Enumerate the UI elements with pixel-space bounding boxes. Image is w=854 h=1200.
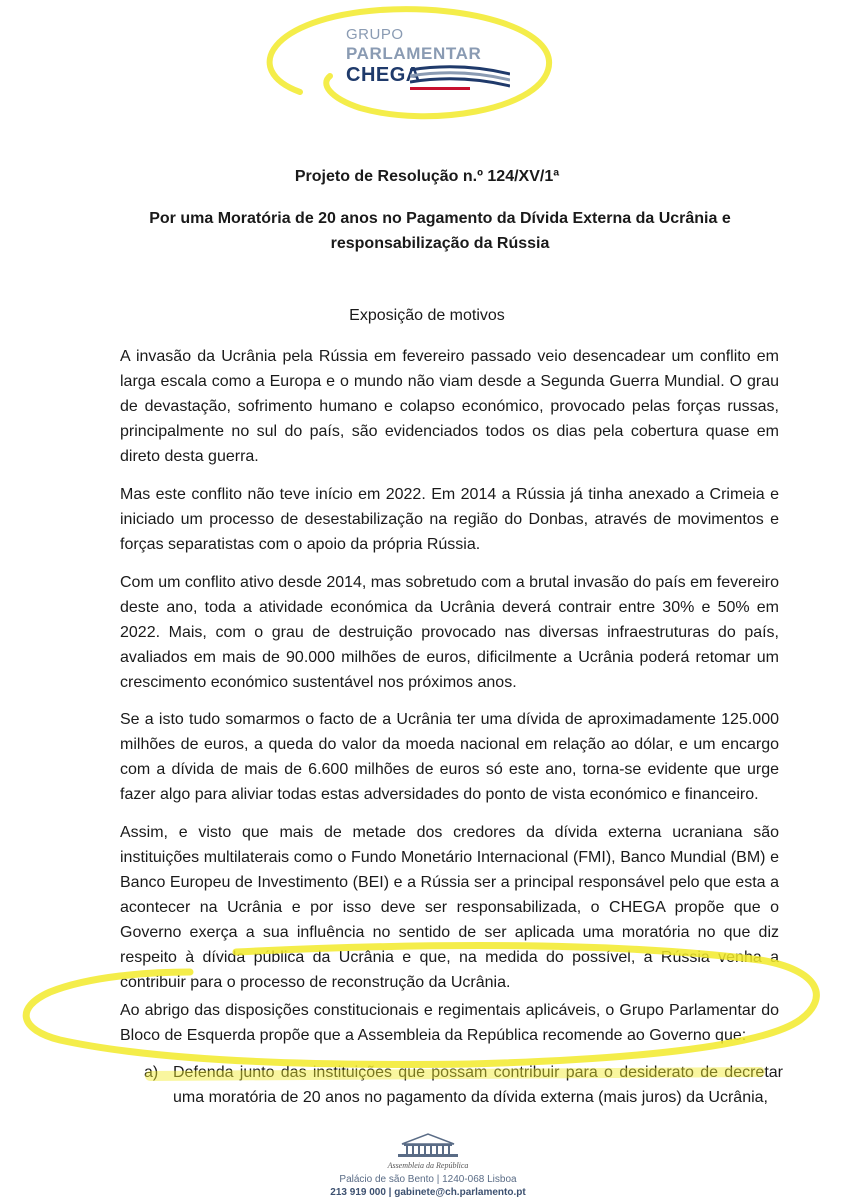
parliament-building-icon (394, 1132, 462, 1160)
paragraph-6: Ao abrigo das disposições constitucionais e regimentais aplicáveis, o Grupo Parlamentar do Bloco de Esquerda propõe que a Assembleia da República recomende ao Governo que: (120, 1002, 779, 1044)
paragraph-2: Mas este conflito não teve início em 2022. Em 2014 a Rússia já tinha anexado a Crimeia e iniciado um processo de desestabilização na região do Donbas, através de movimentos e forças separatistas com o apoio da própria Rússia. (120, 486, 779, 553)
logo-line-parlamentar: PARLAMENTAR (346, 44, 482, 63)
logo-line-chega: CHEGA (346, 64, 421, 86)
list-item-text: Defenda junto das instituições que possam contribuir para o desiderato de decretar uma moratória de 20 anos no pagamento da dívida externa (mais juros) da Ucrânia, (173, 1064, 783, 1106)
paragraph-4: Se a isto tudo somarmos o facto de a Ucrânia ter uma dívida de aproximadamente 125.000 milhões de euros, a queda do valor da moeda nacional em relação ao dólar, e um encargo com a dívida de mais de 6.600 milhões de euros só este ano, torna-se evidente que urge fazer algo para aliviar todas estas adversidades do ponto de vista económico e financeiro. (120, 711, 779, 803)
section-heading: Exposição de motivos (349, 307, 505, 324)
document-number: Projeto de Resolução n.º 124/XV/1ª (294, 168, 560, 185)
footer-contact: 213 919 000 | gabinete@ch.parlamento.pt (330, 1187, 526, 1198)
logo-line-grupo: GRUPO (346, 26, 404, 43)
footer (300, 1128, 556, 1200)
party-logo (344, 20, 514, 100)
document-title: Por uma Moratória de 20 anos no Pagamento da Dívida Externa da Ucrânia e responsabilização da Rússia (149, 210, 731, 252)
paragraph-1: A invasão da Ucrânia pela Rússia em fevereiro passado veio desencadear um conflito em larga escala como a Europa e o mundo não viam desde a Segunda Guerra Mundial. O grau de devastação, sofrimento humano e colapso económico, provocado pelas forças russas, principalmente no sul do país, são evidenciados todos os dias pela cobertura quase em direto desta guerra. (120, 348, 779, 465)
paragraph-5: Assim, e visto que mais de metade dos credores da dívida externa ucraniana são instituições multilaterais como o Fundo Monetário Internacional (FMI), Banco Mundial (BM) e Banco Europeu de Investimento (BEI) e a Rússia ser a principal responsável pelo que esta a acontecer na Ucrânia e por isso deve ser responsabilizada, o CHEGA propõe que o Governo exerça a sua influência no sentido de ser aplicada uma moratória no que diz respeito à dívida pública da Ucrânia e que, na medida do possível, a Rússia venha a contribuir para o processo de reconstrução da Ucrânia. (120, 824, 779, 991)
footer-address: Palácio de são Bento | 1240-068 Lisboa (339, 1174, 517, 1185)
list-marker: a) (144, 1064, 159, 1081)
logo-stripes-icon (410, 64, 510, 92)
footer-institution: Assembleia da República (387, 1161, 469, 1170)
paragraph-3: Com um conflito ativo desde 2014, mas sobretudo com a brutal invasão do país em fevereiro deste ano, toda a atividade económica da Ucrânia deverá contrair entre 30% e 50% em 2022. Mais, com o grau de destruição provocado nas diversas infraestruturas do país, avaliados em mais de 90.000 milhões de euros, dificilmente a Ucrânia poderá retomar um crescimento económico sustentável nos próximos anos. (120, 574, 780, 691)
